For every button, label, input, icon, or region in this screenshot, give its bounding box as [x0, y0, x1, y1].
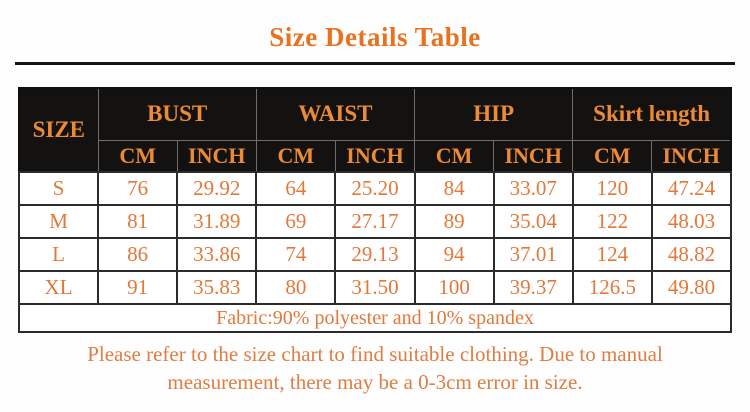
waist-cm-value: 74 [256, 238, 335, 271]
bust-inch-value: 31.89 [177, 205, 256, 238]
page-title: Size Details Table [269, 22, 481, 52]
hip-inch-value: 33.07 [494, 172, 573, 205]
col-header-bust-cm: CM [98, 140, 177, 172]
header-unit-row [19, 140, 731, 172]
bust-inch-value: 29.92 [177, 172, 256, 205]
skirt-inch-value: 48.82 [652, 238, 731, 271]
skirt-inch-value: 49.80 [652, 271, 731, 304]
waist-inch-value: 25.20 [335, 172, 414, 205]
hip-cm-value: 89 [415, 205, 494, 238]
col-group-waist: WAIST [256, 88, 414, 140]
waist-cm-value: 69 [256, 205, 335, 238]
waist-inch-value: 29.13 [335, 238, 414, 271]
hip-cm-value: 100 [415, 271, 494, 304]
col-header-waist-cm: CM [256, 140, 335, 172]
size-label: L [19, 238, 98, 271]
bust-cm-value: 76 [98, 172, 177, 205]
bust-cm-value: 81 [98, 205, 177, 238]
col-header-hip-inch: INCH [494, 140, 573, 172]
col-header-size: SIZE [19, 88, 98, 172]
size-label: S [19, 172, 98, 205]
waist-inch-value: 27.17 [335, 205, 414, 238]
size-label: XL [19, 271, 98, 304]
skirt-cm-value: 122 [573, 205, 652, 238]
table-row-m [19, 205, 731, 238]
bust-inch-value: 33.86 [177, 238, 256, 271]
header-group-row [19, 88, 731, 140]
waist-inch-value: 31.50 [335, 271, 414, 304]
table-row-s [19, 172, 731, 205]
skirt-cm-value: 124 [573, 238, 652, 271]
fabric-row [19, 304, 731, 332]
col-group-hip: HIP [415, 88, 573, 140]
col-header-skirt-cm: CM [573, 140, 652, 172]
hip-inch-value: 37.01 [494, 238, 573, 271]
table-header [19, 88, 731, 172]
bust-cm-value: 86 [98, 238, 177, 271]
hip-inch-value: 39.37 [494, 271, 573, 304]
skirt-inch-value: 47.24 [652, 172, 731, 205]
col-header-hip-cm: CM [415, 140, 494, 172]
col-group-bust: BUST [98, 88, 256, 140]
table-body [19, 172, 731, 332]
hip-cm-value: 94 [415, 238, 494, 271]
measurement-disclaimer: Please refer to the size chart to find suitable clothing. Due to manual measurement, there may be a 0-3cm error in size. [87, 342, 663, 394]
col-header-skirt-inch: INCH [652, 140, 731, 172]
skirt-inch-value: 48.03 [652, 205, 731, 238]
divider-line [15, 62, 735, 65]
waist-cm-value: 80 [256, 271, 335, 304]
skirt-cm-value: 126.5 [573, 271, 652, 304]
table-row-l [19, 238, 731, 271]
hip-cm-value: 84 [415, 172, 494, 205]
size-details-table [18, 87, 732, 333]
col-group-skirt-length: Skirt length [573, 88, 731, 140]
fabric-note: Fabric:90% polyester and 10% spandex [19, 304, 731, 332]
table-row-xl [19, 271, 731, 304]
hip-inch-value: 35.04 [494, 205, 573, 238]
bust-cm-value: 91 [98, 271, 177, 304]
skirt-cm-value: 120 [573, 172, 652, 205]
waist-cm-value: 64 [256, 172, 335, 205]
col-header-bust-inch: INCH [177, 140, 256, 172]
size-label: M [19, 205, 98, 238]
col-header-waist-inch: INCH [335, 140, 414, 172]
bust-inch-value: 35.83 [177, 271, 256, 304]
